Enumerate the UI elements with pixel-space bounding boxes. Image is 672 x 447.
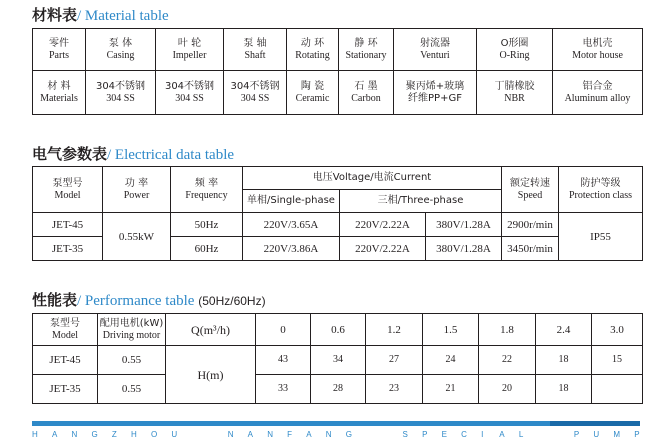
table-row: [33, 346, 643, 375]
q-value-cell: 1.8: [479, 314, 536, 346]
footer-letter: [556, 430, 560, 439]
material-value-cell: 丁腈橡胶 NBR: [477, 71, 553, 115]
motor-cell: 0.55: [98, 346, 166, 375]
electrical-title-en: / Electrical data table: [107, 147, 235, 163]
protection-header-cell: 防护等级 Protection class: [559, 167, 643, 213]
material-header-row: [33, 29, 643, 71]
frequency-header-cell: 频 率 Frequency: [171, 167, 243, 213]
material-value-cell: 铝合金 Aluminum alloy: [553, 71, 643, 115]
material-header-cell: 泵 轴 Shaft: [224, 29, 287, 71]
protection-value-cell: IP55: [559, 213, 643, 261]
three-phase-b-cell: 380V/1.28A: [426, 213, 502, 237]
footer-letter: N: [71, 430, 78, 439]
h-value-cell: 28: [311, 375, 366, 404]
three-phase-a-cell: 220V/2.22A: [340, 213, 426, 237]
footer-letter: C: [461, 430, 467, 439]
q-value-cell: 0.6: [311, 314, 366, 346]
frequency-cell: 60Hz: [171, 237, 243, 261]
h-value-cell: 33: [256, 375, 311, 404]
speed-header-cell: 额定转速 Speed: [502, 167, 559, 213]
h-value-cell: 18: [536, 375, 592, 404]
material-header-cell: 叶 轮 Impeller: [156, 29, 224, 71]
footer-brand-text: [32, 430, 640, 439]
q-value-cell: 1.2: [366, 314, 423, 346]
h-value-cell: 22: [479, 346, 536, 375]
motor-header-cell: 配用电机(kW) Driving motor: [98, 314, 166, 346]
footer-letter: N: [267, 430, 273, 439]
table-row: [33, 213, 643, 237]
footer-letter: [537, 430, 541, 439]
h-value-cell: 18: [536, 346, 592, 375]
h-value-cell: 43: [256, 346, 311, 375]
electrical-table-title: [32, 143, 234, 164]
power-header-cell: 功 率 Power: [103, 167, 171, 213]
h-value-cell: 20: [479, 375, 536, 404]
model-cell: JET-45: [33, 346, 98, 375]
footer-letter: A: [499, 430, 505, 439]
footer-letter: F: [287, 430, 293, 439]
footer-letter: U: [171, 430, 178, 439]
material-header-cell: 零件 Parts: [33, 29, 86, 71]
material-header-cell: O形圈 O-Ring: [477, 29, 553, 71]
single-phase-cell: 220V/3.86A: [243, 237, 340, 261]
frequency-cell: 50Hz: [171, 213, 243, 237]
footer-letter: [366, 430, 370, 439]
h-value-cell: 21: [423, 375, 479, 404]
h-value-cell: 27: [366, 346, 423, 375]
footer-letter: H: [130, 430, 137, 439]
material-value-cell: 陶 瓷 Ceramic: [287, 71, 339, 115]
h-value-cell: 24: [423, 346, 479, 375]
footer-bar-accent: [550, 421, 640, 426]
footer-letter: L: [518, 430, 524, 439]
electrical-title-zh: 电气参数表: [32, 145, 108, 163]
footer-letter: G: [345, 430, 352, 439]
single-phase-header: 单相/Single-phase: [243, 190, 340, 213]
model-cell: JET-35: [33, 237, 103, 261]
footer-bar: [32, 421, 640, 426]
model-cell: JET-35: [33, 375, 98, 404]
material-value-cell: 304不锈钢 304 SS: [86, 71, 156, 115]
table-row: [33, 375, 643, 404]
material-header-cell: 泵 体 Casing: [86, 29, 156, 71]
h-value-cell: 15: [592, 346, 643, 375]
speed-cell: 2900r/min: [502, 213, 559, 237]
motor-cell: 0.55: [98, 375, 166, 404]
footer-letter: P: [573, 430, 580, 439]
model-cell: JET-45: [33, 213, 103, 237]
footer-letter: M: [613, 430, 621, 439]
single-phase-cell: 220V/3.65A: [243, 213, 340, 237]
q-value-cell: 1.5: [423, 314, 479, 346]
q-value-cell: 0: [256, 314, 311, 346]
q-value-cell: 3.0: [592, 314, 643, 346]
performance-title-note: (50Hz/60Hz): [198, 294, 266, 308]
performance-title-en: / Performance table: [77, 293, 195, 309]
footer-letter: [384, 430, 388, 439]
footer-letter: A: [247, 430, 254, 439]
footer-letter: N: [227, 430, 234, 439]
h-value-cell: [592, 375, 643, 404]
material-header-cell: 电机壳 Motor house: [553, 29, 643, 71]
q-label-cell: Q(m³/h): [166, 314, 256, 346]
material-value-cell: 材 料 Materials: [33, 71, 86, 115]
material-title-en: / Material table: [77, 8, 169, 24]
q-value-cell: 2.4: [536, 314, 592, 346]
footer-letter: P: [634, 430, 640, 439]
footer-letter: A: [306, 430, 312, 439]
footer-letter: P: [422, 430, 428, 439]
speed-cell: 3450r/min: [502, 237, 559, 261]
performance-header-row: [33, 314, 643, 346]
footer-letter: N: [325, 430, 332, 439]
performance-table: [32, 313, 643, 404]
material-header-cell: 射流器 Venturi: [394, 29, 477, 71]
three-phase-a-cell: 220V/2.22A: [340, 237, 426, 261]
footer-letter: E: [441, 430, 447, 439]
footer-letter: [191, 430, 195, 439]
footer-letter: Z: [111, 430, 117, 439]
footer-letter: H: [32, 430, 38, 439]
material-value-cell: 304不锈钢 304 SS: [224, 71, 287, 115]
performance-table-title: [32, 289, 266, 310]
footer-letter: I: [481, 430, 484, 439]
power-value-cell: 0.55kW: [103, 213, 171, 261]
voltage-current-header: 电压Voltage/电流Current: [243, 167, 502, 190]
material-value-cell: 聚丙烯+玻璃 纤维PP+GF: [394, 71, 477, 115]
material-table: [32, 28, 643, 115]
three-phase-b-cell: 380V/1.28A: [426, 237, 502, 261]
h-value-cell: 23: [366, 375, 423, 404]
footer-letter: U: [593, 430, 600, 439]
material-table-title: [32, 4, 169, 25]
footer-letter: O: [150, 430, 158, 439]
material-value-row: [33, 71, 643, 115]
model-header-cell: 泵型号 Model: [33, 314, 98, 346]
material-value-cell: 304不锈钢 304 SS: [156, 71, 224, 115]
model-header-cell: 泵型号 Model: [33, 167, 103, 213]
h-label-cell: H(m): [166, 346, 256, 404]
material-header-cell: 动 环 Rotating: [287, 29, 339, 71]
electrical-table: [32, 166, 643, 261]
material-header-cell: 静 环 Stationary: [339, 29, 394, 71]
footer-letter: S: [402, 430, 408, 439]
performance-title-zh: 性能表: [32, 291, 78, 309]
material-value-cell: 石 墨 Carbon: [339, 71, 394, 115]
three-phase-header: 三相/Three-phase: [340, 190, 502, 213]
footer-letter: [210, 430, 214, 439]
footer-letter: A: [51, 430, 58, 439]
footer-letter: G: [91, 430, 98, 439]
material-title-zh: 材料表: [32, 6, 78, 24]
h-value-cell: 34: [311, 346, 366, 375]
